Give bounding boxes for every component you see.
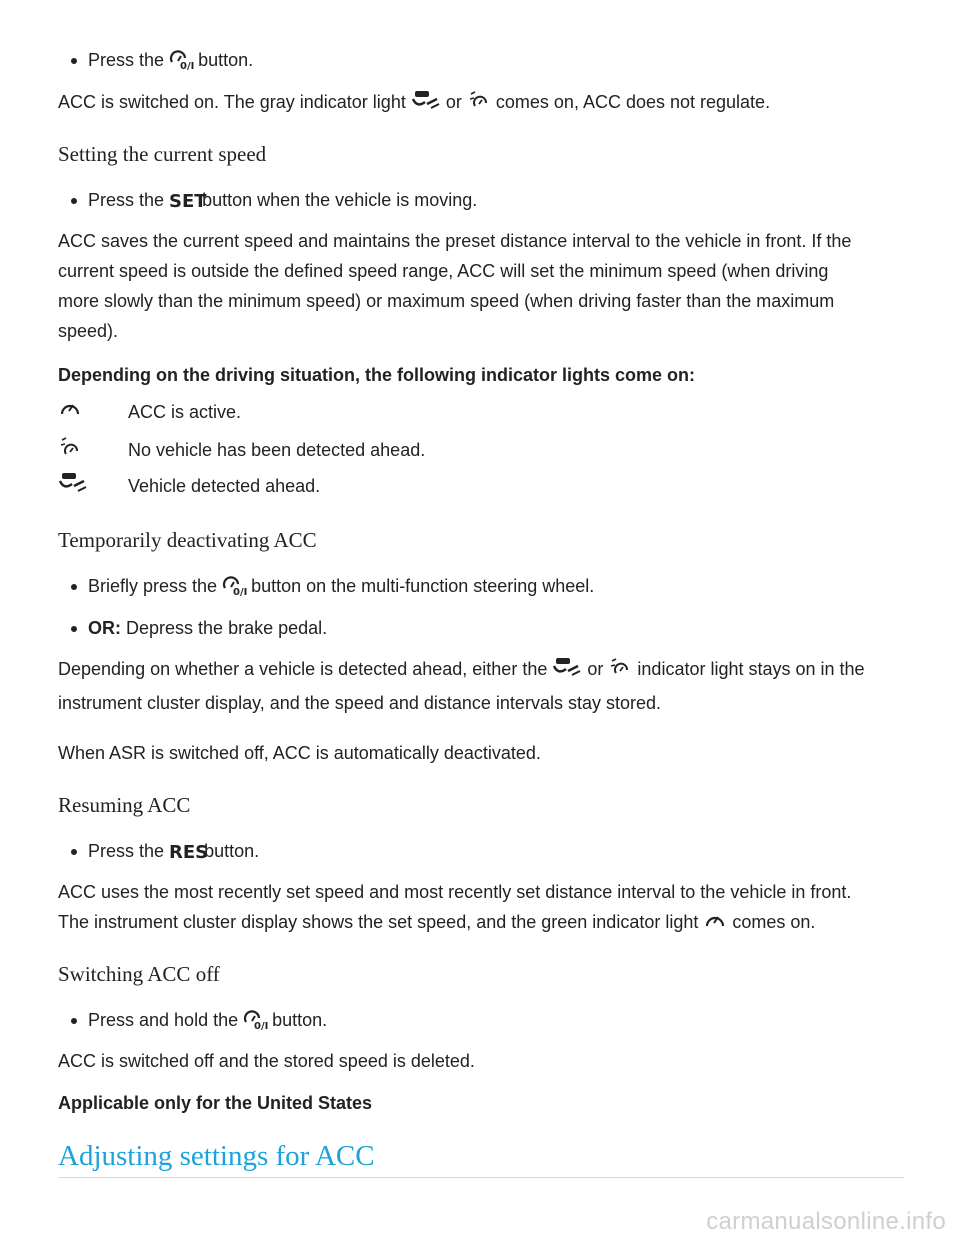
switched-off-paragraph: ACC is switched off and the stored speed is deleted. (58, 1051, 475, 1071)
briefly-press-bullet: Briefly press the 0/I button on the multi-function steering wheel. (88, 574, 594, 602)
acc-vehicle-detected-icon (58, 472, 88, 501)
acc-speedometer-icon (703, 910, 727, 941)
acc-on-off-button-icon (169, 50, 193, 76)
acc-no-vehicle-icon (608, 657, 632, 688)
press-set-bullet: Press the SET button when the vehicle is moving. (88, 188, 477, 216)
indicators-intro: Depending on the driving situation, the following indicator lights come on: (58, 365, 695, 385)
svg-text:0/I: 0/I (233, 587, 248, 598)
switching-off-heading: Switching ACC off (58, 962, 220, 986)
res-button-icon (169, 841, 209, 867)
acc-vehicle-detected-icon (411, 90, 441, 121)
watermark: carmanualsonline.info (706, 1208, 946, 1235)
deactivate-paragraph: Depending on whether a vehicle is detected ahead, either the or indicator light stays on in the instrument cluster display, and the speed and distance intervals stay stored. (58, 659, 865, 713)
resuming-heading: Resuming ACC (58, 793, 191, 817)
resuming-paragraph: ACC uses the most recently set speed and most recently set distance interval to the vehicle in front. The instrument cluster display shows the set speed, and the green indicator light comes on. (58, 877, 904, 941)
acc-on-off-button-icon (243, 1010, 267, 1036)
svg-text:RES: RES (169, 842, 209, 863)
brake-pedal-bullet: OR: Depress the brake pedal. (88, 618, 328, 638)
adjusting-settings-heading: Adjusting settings for ACC (58, 1140, 375, 1172)
section-divider (58, 1177, 904, 1178)
acc-no-vehicle-icon (467, 90, 491, 121)
applicable-note: Applicable only for the United States (58, 1093, 373, 1113)
acc-speedometer-icon (58, 398, 82, 425)
acc-on-off-button-icon (222, 576, 246, 602)
acc-no-vehicle-icon (58, 436, 82, 463)
acc-vehicle-detected-icon (552, 657, 582, 688)
set-speed-paragraph: ACC saves the current speed and maintains the preset distance interval to the vehicle in front. If the current speed is outside the defined speed range, ACC will set the minimum speed (when driving more slowly than the minimum speed) or maximum speed (when driving faster than the maximum speed). (58, 231, 852, 341)
temp-deactivate-heading: Temporarily deactivating ACC (58, 528, 317, 552)
asr-note: When ASR is switched off, ACC is automatically deactivated. (58, 743, 541, 763)
press-res-bullet: Press the RES button. (88, 839, 259, 867)
setting-speed-heading: Setting the current speed (58, 142, 267, 166)
svg-text:SET: SET (169, 191, 207, 212)
set-button-icon (169, 190, 207, 216)
press-hold-bullet: Press and hold the 0/I button. (88, 1008, 327, 1036)
acc-on-paragraph: ACC is switched on. The gray indicator light or comes on, ACC does not regulate. (58, 87, 904, 121)
press-acc-button-bullet: Press the 0/I button. (88, 48, 253, 76)
svg-text:0/I: 0/I (180, 61, 195, 72)
svg-text:0/I: 0/I (254, 1021, 269, 1032)
